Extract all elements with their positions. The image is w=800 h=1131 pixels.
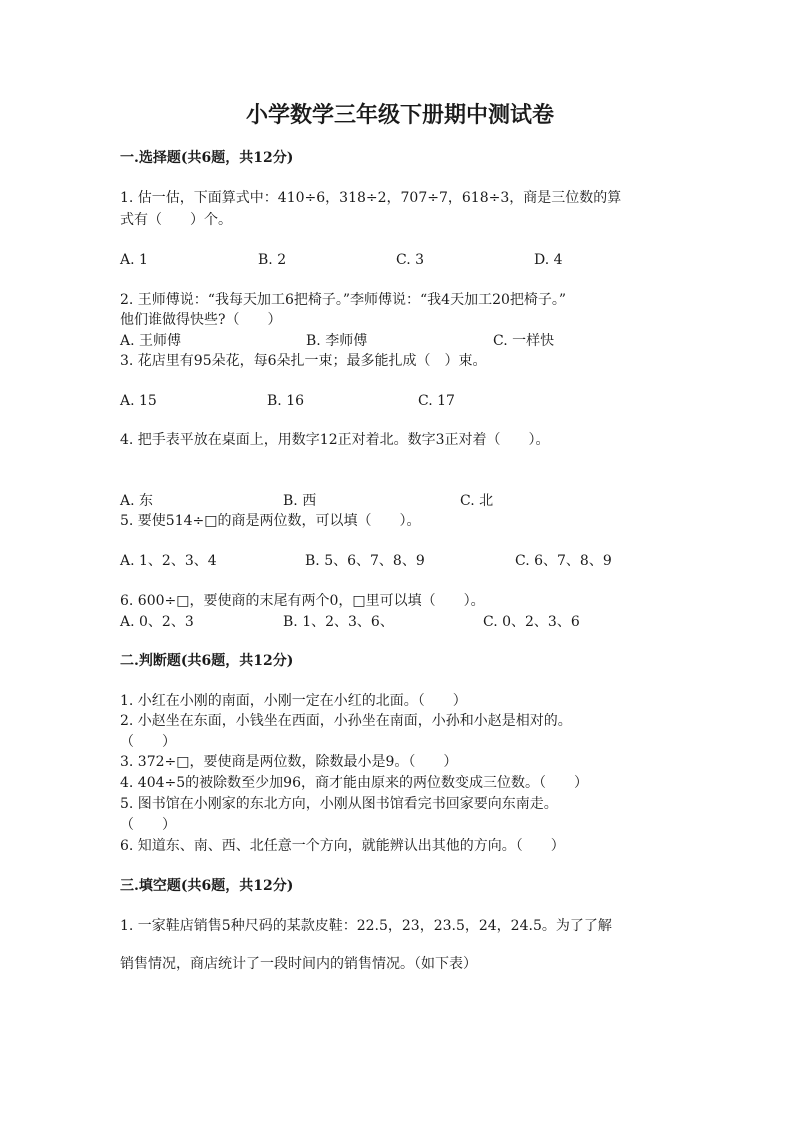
judgement-item: （ ） xyxy=(120,817,176,833)
judgement-item: （ ） xyxy=(120,734,176,750)
option-c: C. 17 xyxy=(418,393,455,409)
option-a: A. 王师傅 xyxy=(120,333,182,349)
judgement-item: 3. 372÷□，要使商是两位数，除数最小是9。（ ） xyxy=(120,754,458,770)
question-text: 销售情况，商店统计了一段时间内的销售情况。（如下表） xyxy=(120,956,477,972)
question-text: 2. 王师傅说：“我每天加工6把椅子。”李师傅说：“我4天加工20把椅子。” xyxy=(120,292,567,308)
option-b: B. 西 xyxy=(283,493,317,509)
question-text: 5. 要使514÷□的商是两位数，可以填（ ）。 xyxy=(120,513,421,529)
option-b: B. 16 xyxy=(267,393,305,409)
section-heading-choice: 一.选择题(共6题，共12分) xyxy=(120,150,294,166)
judgement-item: 6. 知道东、南、西、北任意一个方向，就能辨认出其他的方向。（ ） xyxy=(120,838,565,854)
option-b: B. 李师傅 xyxy=(306,333,368,349)
option-a: A. 1、2、3、4 xyxy=(120,553,217,569)
option-c: C. 6、7、8、9 xyxy=(515,553,612,569)
question-text: 6. 600÷□，要使商的末尾有两个0，□里可以填（ ）。 xyxy=(120,593,485,609)
question-text: 3. 花店里有95朵花，每6朵扎一束；最多能扎成（ ）束。 xyxy=(120,353,487,369)
question-text: 式有（ ）个。 xyxy=(120,212,232,228)
option-a: A. 15 xyxy=(120,393,157,409)
option-c: C. 3 xyxy=(396,252,425,268)
judgement-item: 1. 小红在小刚的南面，小刚一定在小红的北面。（ ） xyxy=(120,693,467,709)
option-a: A. 东 xyxy=(120,493,154,509)
question-text: 4. 把手表平放在桌面上，用数字12正对着北。数字3正对着（ ）。 xyxy=(120,432,550,448)
option-a: A. 0、2、3 xyxy=(120,614,194,630)
option-d: D. 4 xyxy=(534,252,563,268)
question-text: 1. 估一估，下面算式中：410÷6，318÷2，707÷7，618÷3，商是三位数的算 xyxy=(120,190,622,206)
option-b: B. 1、2、3、6、 xyxy=(283,614,394,630)
option-b: B. 5、6、7、8、9 xyxy=(305,553,425,569)
option-c: C. 北 xyxy=(460,493,494,509)
judgement-item: 4. 404÷5的被除数至少加96，商才能由原来的两位数变成三位数。（ ） xyxy=(120,775,588,791)
option-b: B. 2 xyxy=(258,252,287,268)
option-c: C. 0、2、3、6 xyxy=(483,614,580,630)
section-heading-judgement: 二.判断题(共6题，共12分) xyxy=(120,653,294,669)
option-c: C. 一样快 xyxy=(493,333,555,349)
section-heading-fill-blank: 三.填空题(共6题，共12分) xyxy=(120,878,294,894)
option-a: A. 1 xyxy=(120,252,148,268)
question-text: 1. 一家鞋店销售5种尺码的某款皮鞋：22.5，23，23.5，24，24.5。为了了解 xyxy=(120,918,612,934)
judgement-item: 5. 图书馆在小刚家的东北方向，小刚从图书馆看完书回家要向东南走。 xyxy=(120,796,558,812)
page-title: 小学数学三年级下册期中测试卷 xyxy=(245,102,554,128)
judgement-item: 2. 小赵坐在东面，小钱坐在西面，小孙坐在南面，小孙和小赵是相对的。 xyxy=(120,713,572,729)
question-text: 他们谁做得快些?（ ） xyxy=(120,312,282,328)
